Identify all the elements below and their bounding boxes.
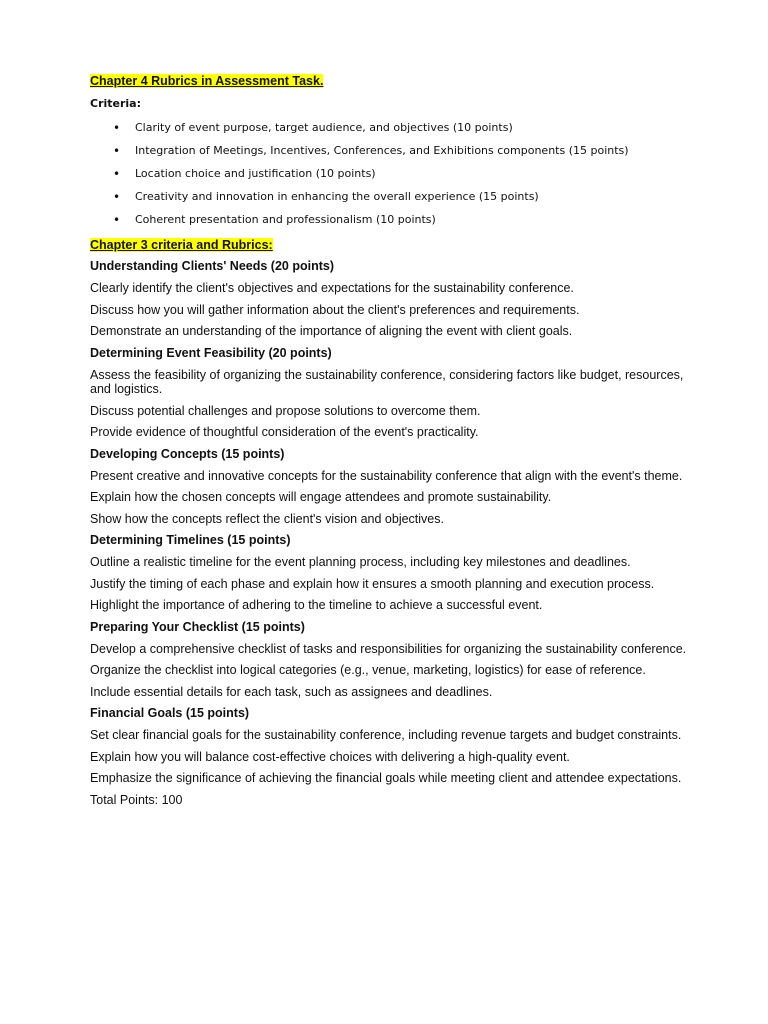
criteria-label: Criteria: — [90, 97, 142, 110]
section-heading: Determining Timelines (15 points) — [90, 533, 291, 547]
section-heading: Preparing Your Checklist (15 points) — [90, 619, 305, 634]
list-item: • Creativity and innovation in enhancing the overall experience (15 points) — [90, 190, 690, 213]
section-heading: Developing Concepts (15 points) — [90, 446, 285, 461]
criterion-text: Emphasize the significance of achieving the financial goals while meeting client and attendee expectations. — [90, 771, 682, 785]
criterion-text: Outline a realistic timeline for the event planning process, including key milestones and deadlines. — [90, 555, 631, 569]
list-item: • Clarity of event purpose, target audience, and objectives (10 points) — [90, 121, 690, 144]
total-points: Total Points: 100 — [90, 792, 183, 807]
criterion-text: Organize the checklist into logical categories (e.g., venue, marketing, logistics) for ease of reference. — [90, 663, 646, 677]
list-item: • Coherent presentation and professionalism (10 points) — [90, 213, 690, 236]
criterion-text: Highlight the importance of adhering to the timeline to achieve a successful event. — [90, 598, 543, 612]
criterion-text: Demonstrate an understanding of the importance of aligning the event with client goals. — [90, 324, 573, 338]
criterion-text: Discuss how you will gather information about the client's preferences and requirements. — [90, 302, 580, 317]
criterion-text: Explain how you will balance cost-effective choices with delivering a high-quality event. — [90, 749, 570, 764]
criterion-text: Develop a comprehensive checklist of tasks and responsibilities for organizing the sustainability conference. — [90, 641, 687, 656]
criterion-text: Provide evidence of thoughtful consideration of the event's practicality. — [90, 425, 479, 439]
criterion-text: Justify the timing of each phase and explain how it ensures a smooth planning and execution process. — [90, 576, 655, 591]
list-item: • Location choice and justification (10 points) — [90, 167, 690, 190]
criterion-text: Show how the concepts reflect the client's vision and objectives. — [90, 511, 444, 526]
criterion-text: Explain how the chosen concepts will engage attendees and promote sustainability. — [90, 490, 552, 504]
criterion-text: Assess the feasibility of organizing the sustainability conference, considering factors like budget, resources, and logistics. — [90, 367, 684, 396]
criterion-text: Discuss potential challenges and propose solutions to overcome them. — [90, 403, 481, 418]
criterion-text: Clearly identify the client's objectives and expectations for the sustainability conference. — [90, 281, 574, 295]
section-heading: Financial Goals (15 points) — [90, 706, 250, 720]
chapter3-title: Chapter 3 criteria and Rubrics: — [90, 238, 273, 252]
section-heading: Understanding Clients' Needs (20 points) — [90, 259, 334, 273]
chapter4-title: Chapter 4 Rubrics in Assessment Task. — [90, 74, 324, 88]
section-heading: Determining Event Feasibility (20 points) — [90, 345, 332, 360]
criterion-text: Present creative and innovative concepts for the sustainability conference that align with the event's theme. — [90, 468, 683, 483]
document-page — [90, 72, 690, 808]
criterion-text: Include essential details for each task, such as assignees and deadlines. — [90, 684, 493, 699]
criterion-text: Set clear financial goals for the sustainability conference, including revenue targets and budget constraints. — [90, 728, 682, 742]
criteria-list — [90, 121, 690, 236]
list-item: • Integration of Meetings, Incentives, Conferences, and Exhibitions components (15 points) — [90, 144, 690, 167]
